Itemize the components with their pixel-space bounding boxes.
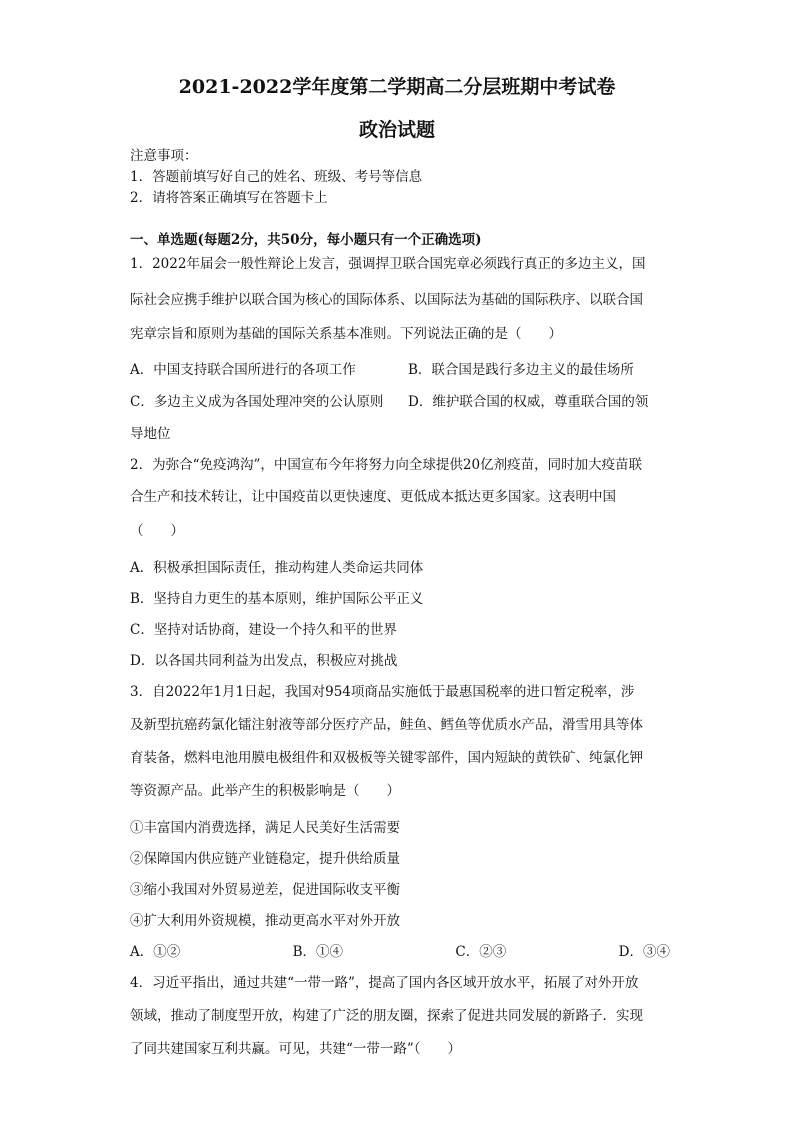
notice-item: 2．请将答案正确填写在答题卡上 [130, 190, 328, 206]
notice-heading: 注意事项： [130, 148, 198, 164]
q3-option-d: D．③④ [618, 944, 670, 960]
q1-option-a: A．中国支持联合国所进行的各项工作 [130, 362, 356, 378]
section-title: 一、单选题(每题2分，共50分，每小题只有一个正确选项) [130, 232, 482, 248]
q1-line: 宪章宗旨和原则为基础的国际关系基本准则。下列说法正确的是（ ） [130, 326, 562, 342]
page-title: 2021-2022学年度第二学期高二分层班期中考试卷 [178, 76, 616, 98]
q4-line: 领域，推动了制度型开放，构建了广泛的朋友圈，探索了促进共同发展的新路子．实现 [130, 1008, 643, 1024]
q3-item-2: ②保障国内供应链产业链稳定，提升供给质量 [130, 851, 400, 867]
q1-line: 1．2022年届会一般性辩论上发言，强调捍卫联合国宪章必须践行真正的多边主义，国 [130, 256, 646, 272]
q3-line: 及新型抗癌药氯化镭注射液等部分医疗产品，鲑鱼、鳕鱼等优质水产品，滑雪用具等体 [130, 717, 643, 733]
q3-line: 3．自2022年1月1日起，我国对954项商品实施低于最惠国税率的进口暂定税率，涉 [130, 684, 635, 700]
q1-line: 际社会应携手维护以联合国为核心的国际体系、以国际法为基础的国际秩序、以联合国 [130, 292, 643, 308]
q4-line: 了同共建国家互利共赢。可见，共建“一带一路”（ ） [130, 1041, 462, 1057]
q1-option-b: B．联合国是践行多边主义的最佳场所 [408, 362, 634, 378]
q2-option-d: D．以各国共同利益为出发点，积极应对挑战 [130, 653, 398, 669]
q2-line: （ ） [130, 523, 184, 539]
q3-item-3: ③缩小我国对外贸易逆差，促进国际收支平衡 [130, 882, 400, 898]
q1-options-row-2 [130, 390, 670, 410]
q1-option-d-cont: 导地位 [130, 426, 171, 442]
q1-options-row-1 [130, 358, 670, 378]
q2-option-b: B．坚持自力更生的基本原则，维护国际公平正义 [130, 591, 424, 607]
q3-option-a: A．①② [130, 944, 181, 960]
q3-option-c: C．②③ [455, 944, 507, 960]
page-subtitle: 政治试题 [358, 119, 435, 141]
q3-line: 等资源产品。此举产生的积极影响是（ ） [130, 783, 400, 799]
q2-option-c: C．坚持对话协商，建设一个持久和平的世界 [130, 622, 397, 638]
q4-line: 4．习近平指出，通过共建“一带一路”，提高了国内各区域开放水平，拓展了对外开放 [130, 975, 639, 991]
q1-option-c: C．多边主义成为各国处理冲突的公认原则 [130, 394, 384, 410]
q3-option-b: B．①④ [292, 944, 344, 960]
q1-option-d: D．维护联合国的权威，尊重联合国的领 [408, 394, 649, 410]
q3-item-1: ①丰富国内消费选择，满足人民美好生活需要 [130, 820, 400, 836]
q3-options-row [130, 940, 670, 960]
notice-block [130, 146, 670, 209]
notice-item: 1．答题前填写好自己的姓名、班级、考号等信息 [130, 169, 423, 185]
q3-line: 育装备，燃料电池用膜电极组件和双极板等关键零部件，国内短缺的黄铁矿、纯氯化钾 [130, 750, 643, 766]
q2-line: 合生产和技术转让，让中国疫苗以更快速度、更低成本抵达更多国家。这表明中国 [130, 489, 616, 505]
q2-line: 2．为弥合“免疫鸿沟”，中国宣布今年将努力向全球提供20亿剂疫苗，同时加大疫苗联 [130, 457, 643, 473]
q3-item-4: ④扩大利用外资规模，推动更高水平对外开放 [130, 913, 400, 929]
q2-option-a: A．积极承担国际责任，推动构建人类命运共同体 [130, 560, 424, 576]
